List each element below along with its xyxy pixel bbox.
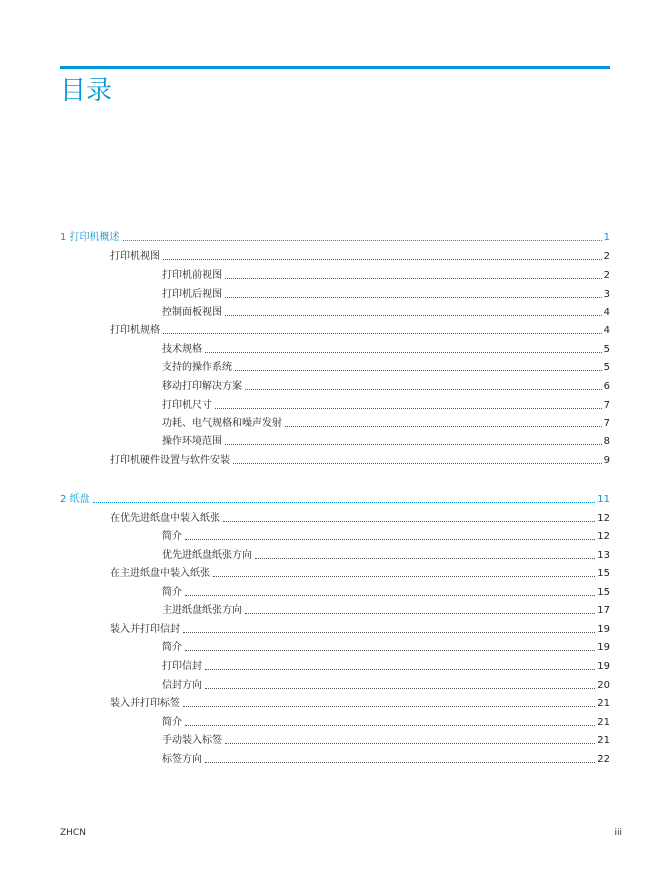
toc-dot-leader bbox=[225, 278, 602, 279]
toc-dot-leader bbox=[223, 521, 595, 522]
toc-dot-leader bbox=[185, 725, 595, 726]
toc-entry-page: 2 bbox=[603, 270, 610, 281]
toc-dot-leader bbox=[245, 613, 595, 614]
toc-entry-level3[interactable] bbox=[60, 377, 610, 393]
toc-dot-leader bbox=[225, 297, 602, 298]
toc-entry-level3[interactable] bbox=[60, 340, 610, 356]
toc-entry-level3[interactable] bbox=[60, 527, 610, 543]
toc-entry-title: 简介 bbox=[162, 587, 182, 598]
toc-entry-level3[interactable] bbox=[60, 750, 610, 766]
toc-entry-level3[interactable] bbox=[60, 713, 610, 729]
toc-dot-leader bbox=[225, 315, 602, 316]
toc-entry-title: 打印机前视图 bbox=[162, 270, 222, 281]
toc-entry-level2[interactable] bbox=[60, 564, 610, 580]
toc-dot-leader bbox=[123, 240, 602, 241]
toc-entry-title: 简介 bbox=[162, 531, 182, 542]
toc-entry-page: 21 bbox=[597, 735, 610, 746]
toc-entry-title: 优先进纸盘纸张方向 bbox=[162, 550, 252, 561]
toc-entry-title: 打印机规格 bbox=[110, 325, 160, 336]
toc-entry-page: 15 bbox=[597, 568, 610, 579]
toc-entry-level1[interactable] bbox=[60, 228, 610, 244]
toc-dot-leader bbox=[185, 595, 595, 596]
toc-entry-page: 4 bbox=[603, 307, 610, 318]
toc-entry-page: 6 bbox=[603, 381, 610, 392]
toc-dot-leader bbox=[183, 706, 595, 707]
toc-entry-level3[interactable] bbox=[60, 303, 610, 319]
toc-entry-page: 7 bbox=[603, 400, 610, 411]
toc-entry-title: 装入并打印标签 bbox=[110, 698, 180, 709]
toc-entry-page: 21 bbox=[597, 717, 610, 728]
toc-dot-leader bbox=[205, 669, 595, 670]
toc-dot-leader bbox=[185, 539, 595, 540]
toc-entry-title: 打印机尺寸 bbox=[162, 400, 212, 411]
toc-entry-page: 4 bbox=[603, 325, 610, 336]
title-rule bbox=[60, 66, 610, 69]
toc-entry-level2[interactable] bbox=[60, 694, 610, 710]
toc-dot-leader bbox=[205, 352, 602, 353]
toc-entry-level3[interactable] bbox=[60, 285, 610, 301]
toc-dot-leader bbox=[205, 688, 595, 689]
toc-entry-title: 简介 bbox=[162, 717, 182, 728]
toc-entry-title: 功耗、电气规格和噪声发射 bbox=[162, 418, 282, 429]
toc-entry-level1[interactable] bbox=[60, 490, 610, 506]
toc-entry-page: 12 bbox=[597, 531, 610, 542]
toc-entry-page: 17 bbox=[597, 605, 610, 616]
footer-page-number: iii bbox=[614, 828, 622, 838]
toc-entry-level2[interactable] bbox=[60, 620, 610, 636]
toc-dot-leader bbox=[93, 502, 596, 503]
toc-entry-page: 5 bbox=[603, 362, 610, 373]
toc-entry-page: 19 bbox=[597, 642, 610, 653]
toc-dot-leader bbox=[163, 333, 602, 334]
toc-entry-page: 11 bbox=[597, 494, 610, 505]
page-title: 目录 bbox=[60, 76, 113, 106]
toc-dot-leader bbox=[225, 444, 602, 445]
toc-entry-title: 2 纸盘 bbox=[60, 494, 90, 505]
toc-entry-level2[interactable] bbox=[60, 247, 610, 263]
toc-entry-page: 19 bbox=[597, 661, 610, 672]
toc-entry-title: 简介 bbox=[162, 642, 182, 653]
toc-entry-level3[interactable] bbox=[60, 601, 610, 617]
toc-entry-page: 13 bbox=[597, 550, 610, 561]
toc-entry-level3[interactable] bbox=[60, 546, 610, 562]
toc-entry-title: 装入并打印信封 bbox=[110, 624, 180, 635]
toc-entry-page: 2 bbox=[603, 251, 610, 262]
toc-entry-title: 打印机视图 bbox=[110, 251, 160, 262]
toc-dot-leader bbox=[233, 463, 602, 464]
toc-entry-level3[interactable] bbox=[60, 731, 610, 747]
toc-dot-leader bbox=[215, 408, 602, 409]
toc-entry-title: 手动装入标签 bbox=[162, 735, 222, 746]
toc-entry-level3[interactable] bbox=[60, 583, 610, 599]
toc-dot-leader bbox=[245, 389, 602, 390]
toc-entry-level3[interactable] bbox=[60, 358, 610, 374]
toc-entry-level3[interactable] bbox=[60, 676, 610, 692]
toc-entry-level3[interactable] bbox=[60, 432, 610, 448]
toc-entry-level3[interactable] bbox=[60, 414, 610, 430]
toc-entry-title: 支持的操作系统 bbox=[162, 362, 232, 373]
toc-entry-title: 在优先进纸盘中装入纸张 bbox=[110, 513, 220, 524]
toc-dot-leader bbox=[163, 259, 602, 260]
toc-entry-level3[interactable] bbox=[60, 396, 610, 412]
toc-dot-leader bbox=[235, 370, 602, 371]
toc-dot-leader bbox=[205, 762, 595, 763]
toc-entry-title: 操作环境范围 bbox=[162, 436, 222, 447]
toc-entry-title: 控制面板视图 bbox=[162, 307, 222, 318]
toc-entry-title: 在主进纸盘中装入纸张 bbox=[110, 568, 210, 579]
toc-entry-page: 7 bbox=[603, 418, 610, 429]
toc-entry-level2[interactable] bbox=[60, 509, 610, 525]
toc-entry-title: 标签方向 bbox=[162, 754, 202, 765]
toc-entry-page: 22 bbox=[597, 754, 610, 765]
toc-entry-title: 打印机后视图 bbox=[162, 289, 222, 300]
toc-entry-page: 20 bbox=[597, 680, 610, 691]
toc-dot-leader bbox=[285, 426, 602, 427]
toc-dot-leader bbox=[213, 576, 595, 577]
toc-entry-level2[interactable] bbox=[60, 451, 610, 467]
toc-dot-leader bbox=[183, 632, 595, 633]
toc-dot-leader bbox=[185, 650, 595, 651]
toc-entry-title: 移动打印解决方案 bbox=[162, 381, 242, 392]
toc-entry-page: 12 bbox=[597, 513, 610, 524]
toc-entry-page: 15 bbox=[597, 587, 610, 598]
toc-entry-level2[interactable] bbox=[60, 321, 610, 337]
toc-entry-page: 1 bbox=[603, 232, 610, 243]
toc-entry-title: 1 打印机概述 bbox=[60, 232, 120, 243]
toc-entry-page: 5 bbox=[603, 344, 610, 355]
toc-entry-level3[interactable] bbox=[60, 657, 610, 673]
toc-entry-title: 主进纸盘纸张方向 bbox=[162, 605, 242, 616]
toc-entry-page: 19 bbox=[597, 624, 610, 635]
toc-entry-page: 21 bbox=[597, 698, 610, 709]
toc-entry-title: 技术规格 bbox=[162, 344, 202, 355]
toc-entry-page: 8 bbox=[603, 436, 610, 447]
toc-entry-level3[interactable] bbox=[60, 266, 610, 282]
toc-entry-title: 打印信封 bbox=[162, 661, 202, 672]
toc-entry-page: 9 bbox=[603, 455, 610, 466]
footer-locale: ZHCN bbox=[60, 828, 86, 838]
toc-dot-leader bbox=[225, 743, 595, 744]
toc-entry-title: 打印机硬件设置与软件安装 bbox=[110, 455, 230, 466]
toc-dot-leader bbox=[255, 558, 595, 559]
toc-entry-title: 信封方向 bbox=[162, 680, 202, 691]
toc-entry-page: 3 bbox=[603, 289, 610, 300]
toc-entry-level3[interactable] bbox=[60, 638, 610, 654]
